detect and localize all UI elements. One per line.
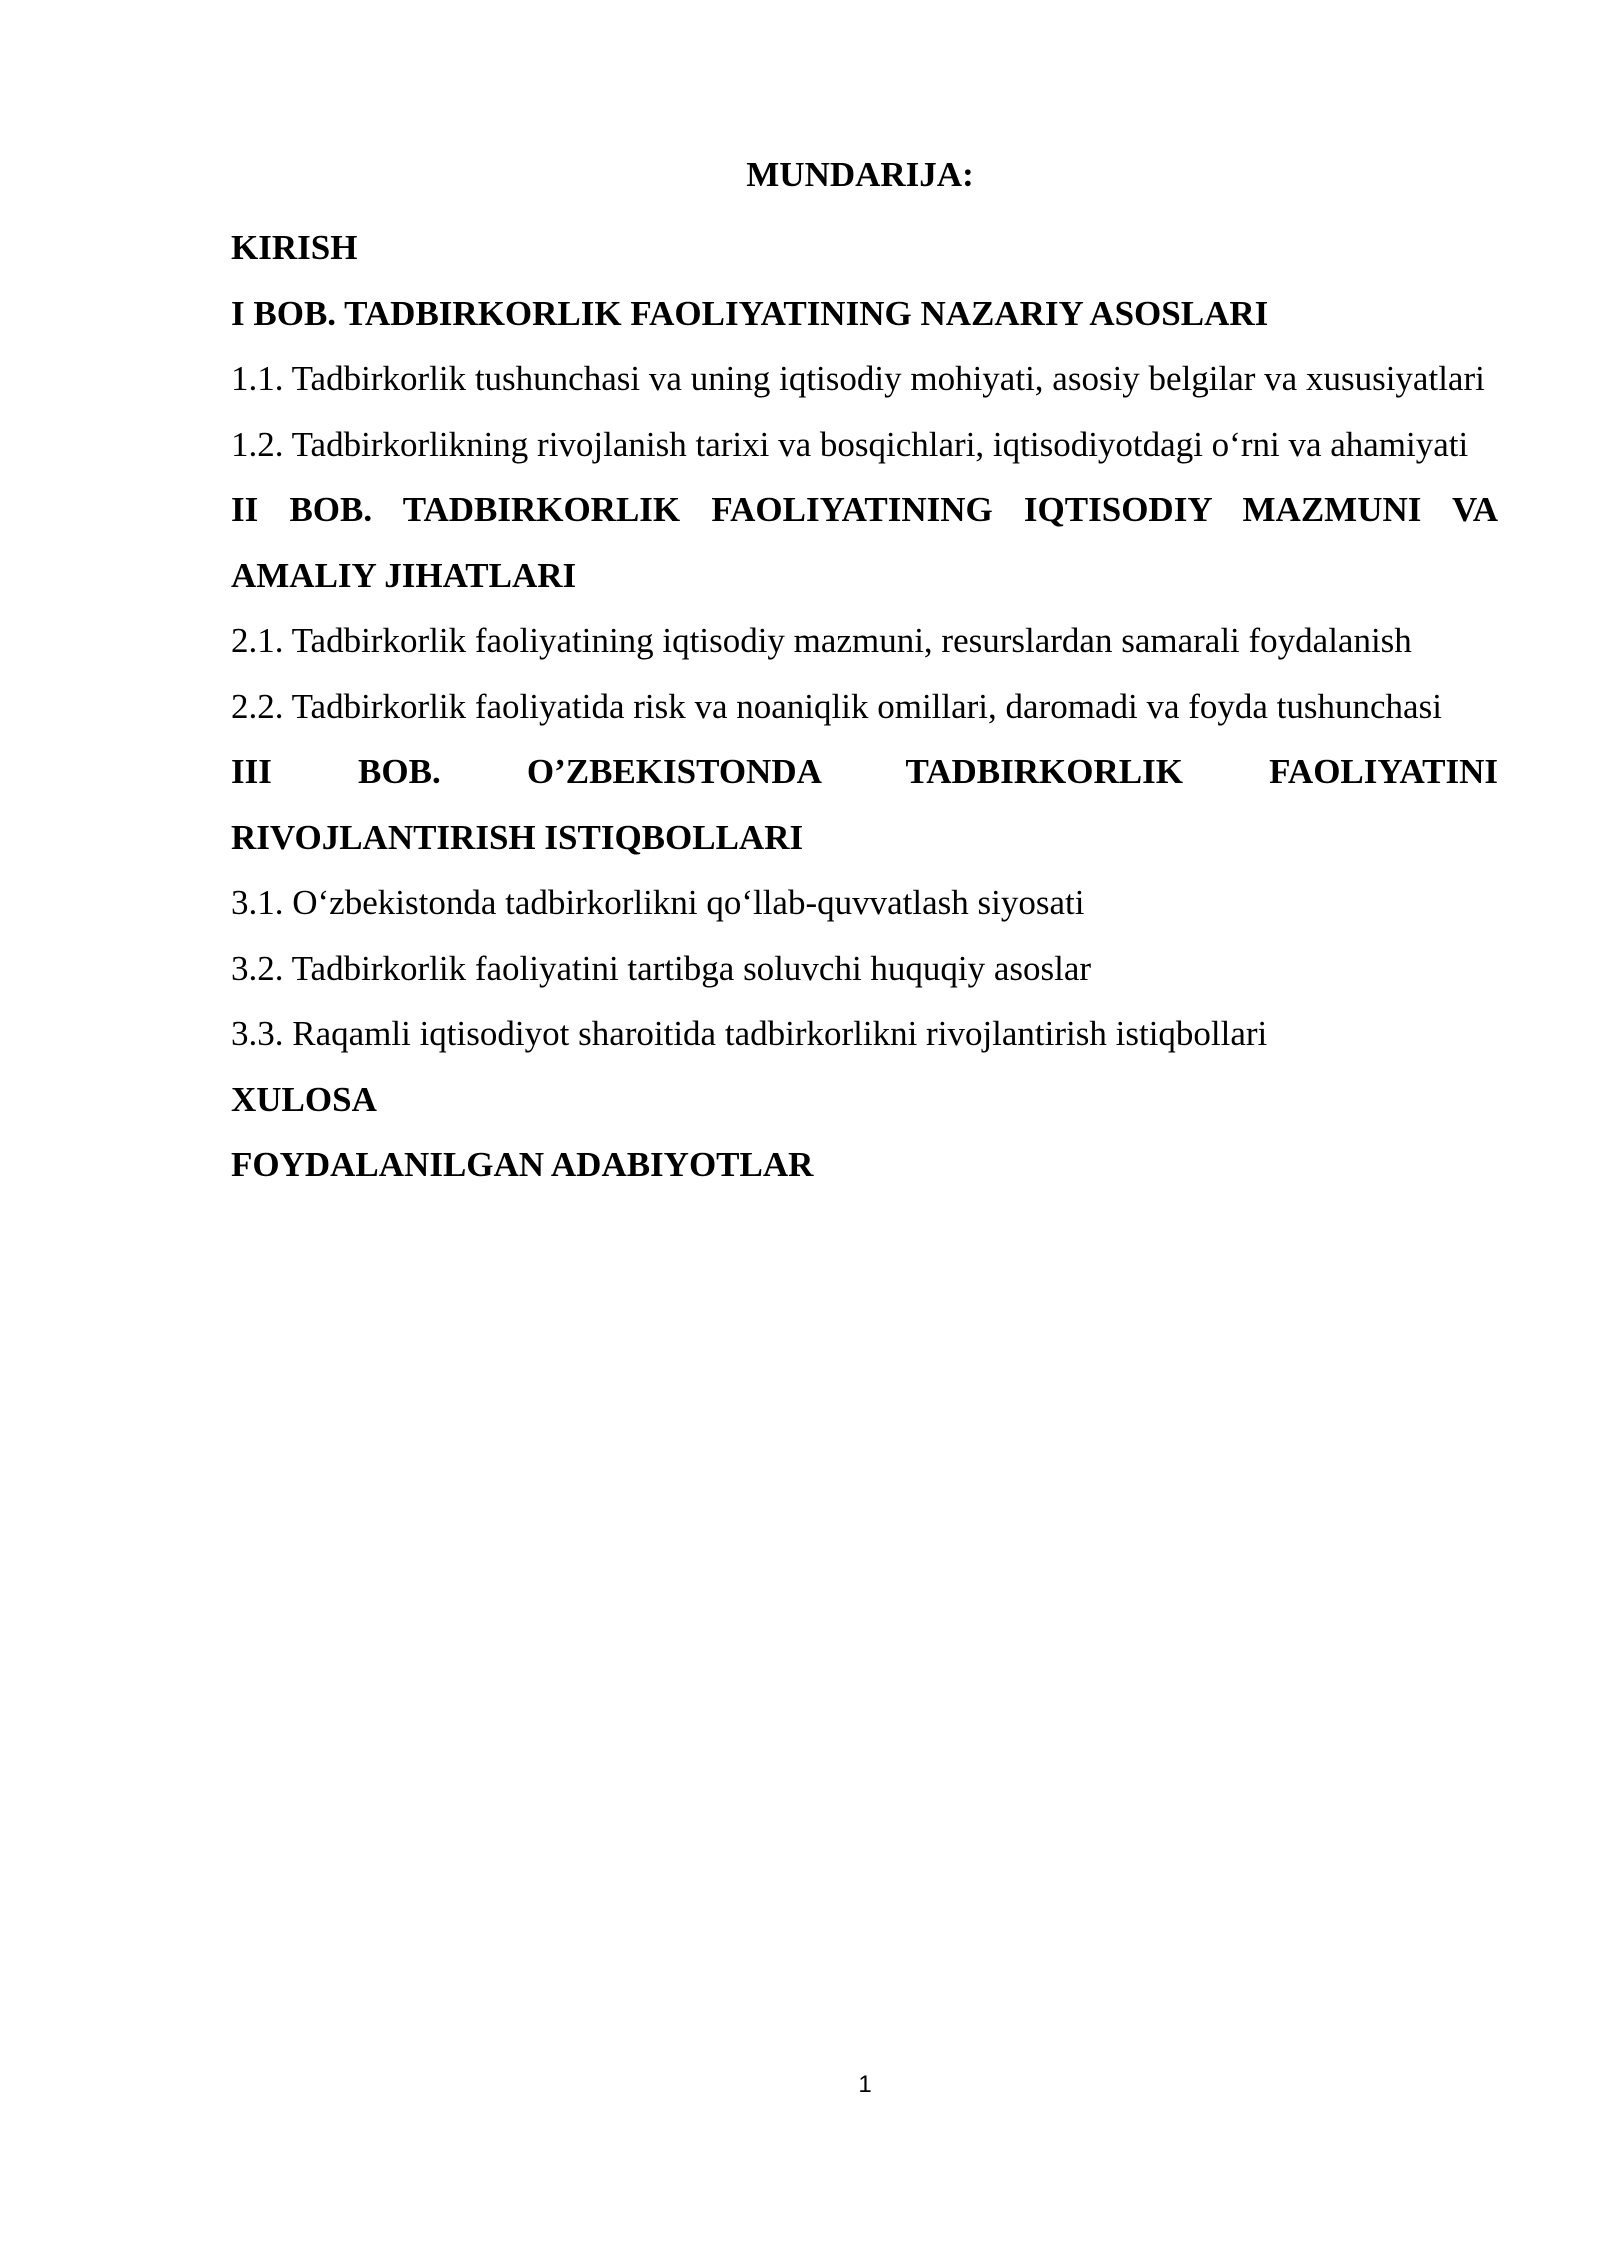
toc-chapter-3-title (231, 739, 1498, 870)
toc-chapter-1-title: I BOB. TADBIRKORLIK FAOLIYATINING NAZARIY ASOSLARI (231, 293, 1269, 333)
toc-section-3-1: 3.1. O‘zbekistonda tadbirkorlikni qo‘llab-quvvatlash siyosati (231, 883, 1085, 922)
toc-intro: KIRISH (231, 228, 358, 267)
toc-title: MUNDARIJA: (746, 155, 974, 194)
toc-conclusion: XULOSA (231, 1079, 377, 1119)
toc-chapter-2-title: II BOB. TADBIRKORLIK FAOLIYATINING IQTISODIY MAZMUNI VA AMALIY JIHATLARI (231, 490, 1498, 595)
page-number: 1 (858, 2071, 872, 2098)
toc-chapter-3-title-line-2: RIVOJLANTIRISH ISTIQBOLLARI (231, 817, 804, 857)
toc-section-1-1: 1.1. Tadbirkorlik tushunchasi va uning iqtisodiy mohiyati, asosiy belgilar va xususiyatlari (231, 359, 1485, 398)
toc-section-1-2: 1.2. Tadbirkorlikning rivojlanish tarixi va bosqichlari, iqtisodiyotdagi o‘rni va ahamiyati (231, 424, 1469, 464)
toc-section-3-3: 3.3. Raqamli iqtisodiyot sharoitida tadbirkorlikni rivojlantirish istiqbollari (231, 1014, 1268, 1053)
toc-section-3-2: 3.2. Tadbirkorlik faoliyatini tartibga soluvchi huquqiy asoslar (231, 948, 1092, 988)
toc-chapter-3-title-line-1: III BOB. O’ZBEKISTONDA TADBIRKORLIK FAOLIYATINI (231, 752, 1498, 791)
toc-section-2-2: 2.2. Tadbirkorlik faoliyatida risk va noaniqlik omillari, daromadi va foyda tushunchasi (231, 686, 1442, 726)
toc-references: FOYDALANILGAN ADABIYOTLAR (231, 1145, 814, 1184)
toc-section-2-1: 2.1. Tadbirkorlik faoliyatining iqtisodiy mazmuni, resurslardan samarali foydalanish (231, 621, 1412, 660)
table-of-contents (231, 215, 1498, 1198)
